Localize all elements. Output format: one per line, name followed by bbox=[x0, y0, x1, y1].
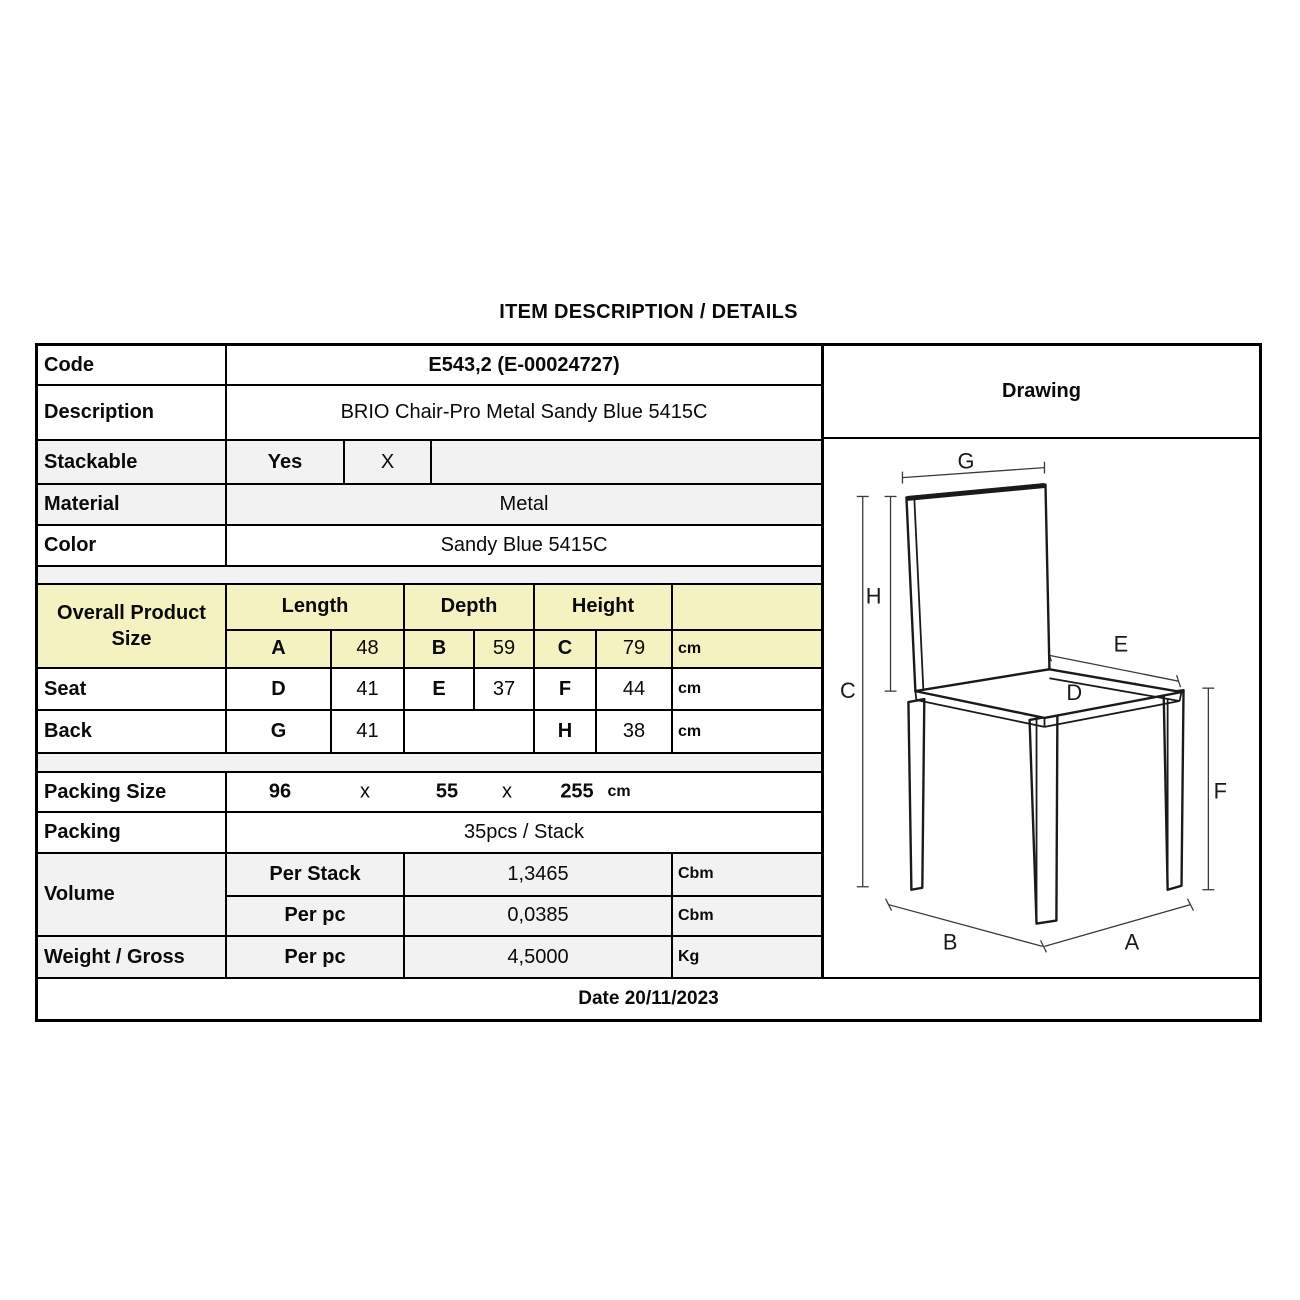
color-value: Sandy Blue 5415C bbox=[225, 526, 821, 565]
packing-size-label: Packing Size bbox=[44, 780, 167, 803]
color-label: Color bbox=[44, 534, 97, 556]
col-header-length: Length bbox=[225, 585, 403, 629]
table-main bbox=[38, 346, 1259, 977]
size-overall-row bbox=[225, 629, 821, 667]
volume-grid bbox=[225, 854, 821, 935]
col-header-height: Height bbox=[533, 585, 671, 629]
packing-value: 35pcs / Stack bbox=[225, 813, 821, 852]
dim-label-h: H bbox=[865, 583, 882, 609]
row-volume bbox=[38, 852, 821, 935]
code-label: Code bbox=[44, 353, 94, 376]
row-date bbox=[38, 977, 1259, 1019]
dim-label-g: G bbox=[957, 448, 975, 474]
weight-unit: Kg bbox=[671, 937, 821, 977]
stackable-option: Yes bbox=[225, 441, 343, 483]
back-empty-cell bbox=[403, 711, 533, 752]
dim-val-c: 79 bbox=[595, 631, 671, 667]
packing-size-v2: 55 bbox=[435, 780, 459, 803]
size-header-row bbox=[225, 585, 821, 629]
volume-label: Volume bbox=[44, 883, 115, 905]
description-value: BRIO Chair-Pro Metal Sandy Blue 5415C bbox=[225, 386, 821, 439]
dim-key-h: H bbox=[533, 711, 595, 752]
dim-label-d: D bbox=[1066, 680, 1083, 706]
section-spacer bbox=[38, 752, 821, 771]
row-description bbox=[38, 384, 821, 439]
volume-per-stack-value: 1,3465 bbox=[403, 854, 671, 895]
dim-label-b: B bbox=[942, 929, 958, 955]
seat-label: Seat bbox=[44, 677, 87, 700]
stackable-empty-cell bbox=[430, 441, 821, 483]
section-spacer bbox=[38, 565, 821, 583]
dim-val-g: 41 bbox=[330, 711, 403, 752]
volume-per-stack-unit: Cbm bbox=[671, 854, 821, 895]
dim-val-f: 44 bbox=[595, 669, 671, 709]
stackable-label: Stackable bbox=[44, 450, 138, 473]
material-label: Material bbox=[44, 493, 120, 515]
drawing-column bbox=[821, 346, 1259, 977]
packing-size-unit: cm bbox=[607, 783, 631, 800]
volume-per-pc-unit: Cbm bbox=[671, 897, 821, 935]
volume-per-stack-key: Per Stack bbox=[225, 854, 403, 895]
date-value: Date 20/11/2023 bbox=[578, 988, 719, 1009]
dim-key-b: B bbox=[403, 631, 473, 667]
dim-val-d: 41 bbox=[330, 669, 403, 709]
spec-table bbox=[35, 343, 1262, 1022]
dim-val-h: 38 bbox=[595, 711, 671, 752]
volume-per-pc-value: 0,0385 bbox=[403, 897, 671, 935]
row-material bbox=[38, 483, 821, 524]
row-code bbox=[38, 346, 821, 384]
weight-value: 4,5000 bbox=[403, 937, 671, 977]
packing-size-v3: 255 bbox=[560, 780, 594, 803]
weight-key: Per pc bbox=[225, 937, 403, 977]
dim-label-c: C bbox=[839, 678, 856, 704]
drawing-header: Drawing bbox=[824, 346, 1259, 439]
col-header-depth: Depth bbox=[403, 585, 533, 629]
dim-key-d: D bbox=[225, 669, 330, 709]
packing-size-x1: x bbox=[360, 780, 370, 803]
packing-label: Packing bbox=[44, 821, 121, 843]
row-seat bbox=[38, 667, 821, 709]
volume-per-pc-key: Per pc bbox=[225, 897, 403, 935]
dim-key-g: G bbox=[225, 711, 330, 752]
back-unit: cm bbox=[671, 711, 821, 752]
volume-per-stack-row bbox=[225, 854, 821, 895]
row-packing-size bbox=[38, 771, 821, 811]
overall-size-label: Overall Product Size bbox=[38, 585, 225, 667]
dim-key-a: A bbox=[225, 631, 330, 667]
packing-size-v1: 96 bbox=[268, 780, 292, 803]
chair-drawing bbox=[824, 439, 1259, 977]
page-title: ITEM DESCRIPTION / DETAILS bbox=[499, 301, 798, 323]
dim-val-a: 48 bbox=[330, 631, 403, 667]
seat-unit: cm bbox=[671, 669, 821, 709]
size-header-empty-cell bbox=[671, 585, 821, 629]
packing-size-value bbox=[225, 773, 821, 811]
back-label: Back bbox=[44, 720, 92, 742]
dim-key-f: F bbox=[533, 669, 595, 709]
row-packing bbox=[38, 811, 821, 852]
size-grid bbox=[225, 585, 821, 667]
weight-label: Weight / Gross bbox=[44, 945, 185, 968]
overall-unit: cm bbox=[671, 631, 821, 667]
dim-label-a: A bbox=[1124, 929, 1140, 955]
volume-per-pc-row bbox=[225, 895, 821, 935]
details-column bbox=[38, 346, 821, 977]
row-color bbox=[38, 524, 821, 565]
row-weight bbox=[38, 935, 821, 977]
row-back bbox=[38, 709, 821, 752]
material-value: Metal bbox=[225, 485, 821, 524]
dim-val-b: 59 bbox=[473, 631, 533, 667]
stackable-mark: X bbox=[343, 441, 430, 483]
description-label: Description bbox=[44, 401, 155, 423]
row-stackable bbox=[38, 439, 821, 483]
dim-val-e: 37 bbox=[473, 669, 533, 709]
row-overall-size bbox=[38, 583, 821, 667]
dim-label-f: F bbox=[1213, 778, 1227, 804]
dim-key-e: E bbox=[403, 669, 473, 709]
packing-size-x2: x bbox=[502, 780, 512, 803]
dim-key-c: C bbox=[533, 631, 595, 667]
dim-label-e: E bbox=[1113, 631, 1129, 657]
code-value: E543,2 (E-00024727) bbox=[225, 346, 821, 384]
